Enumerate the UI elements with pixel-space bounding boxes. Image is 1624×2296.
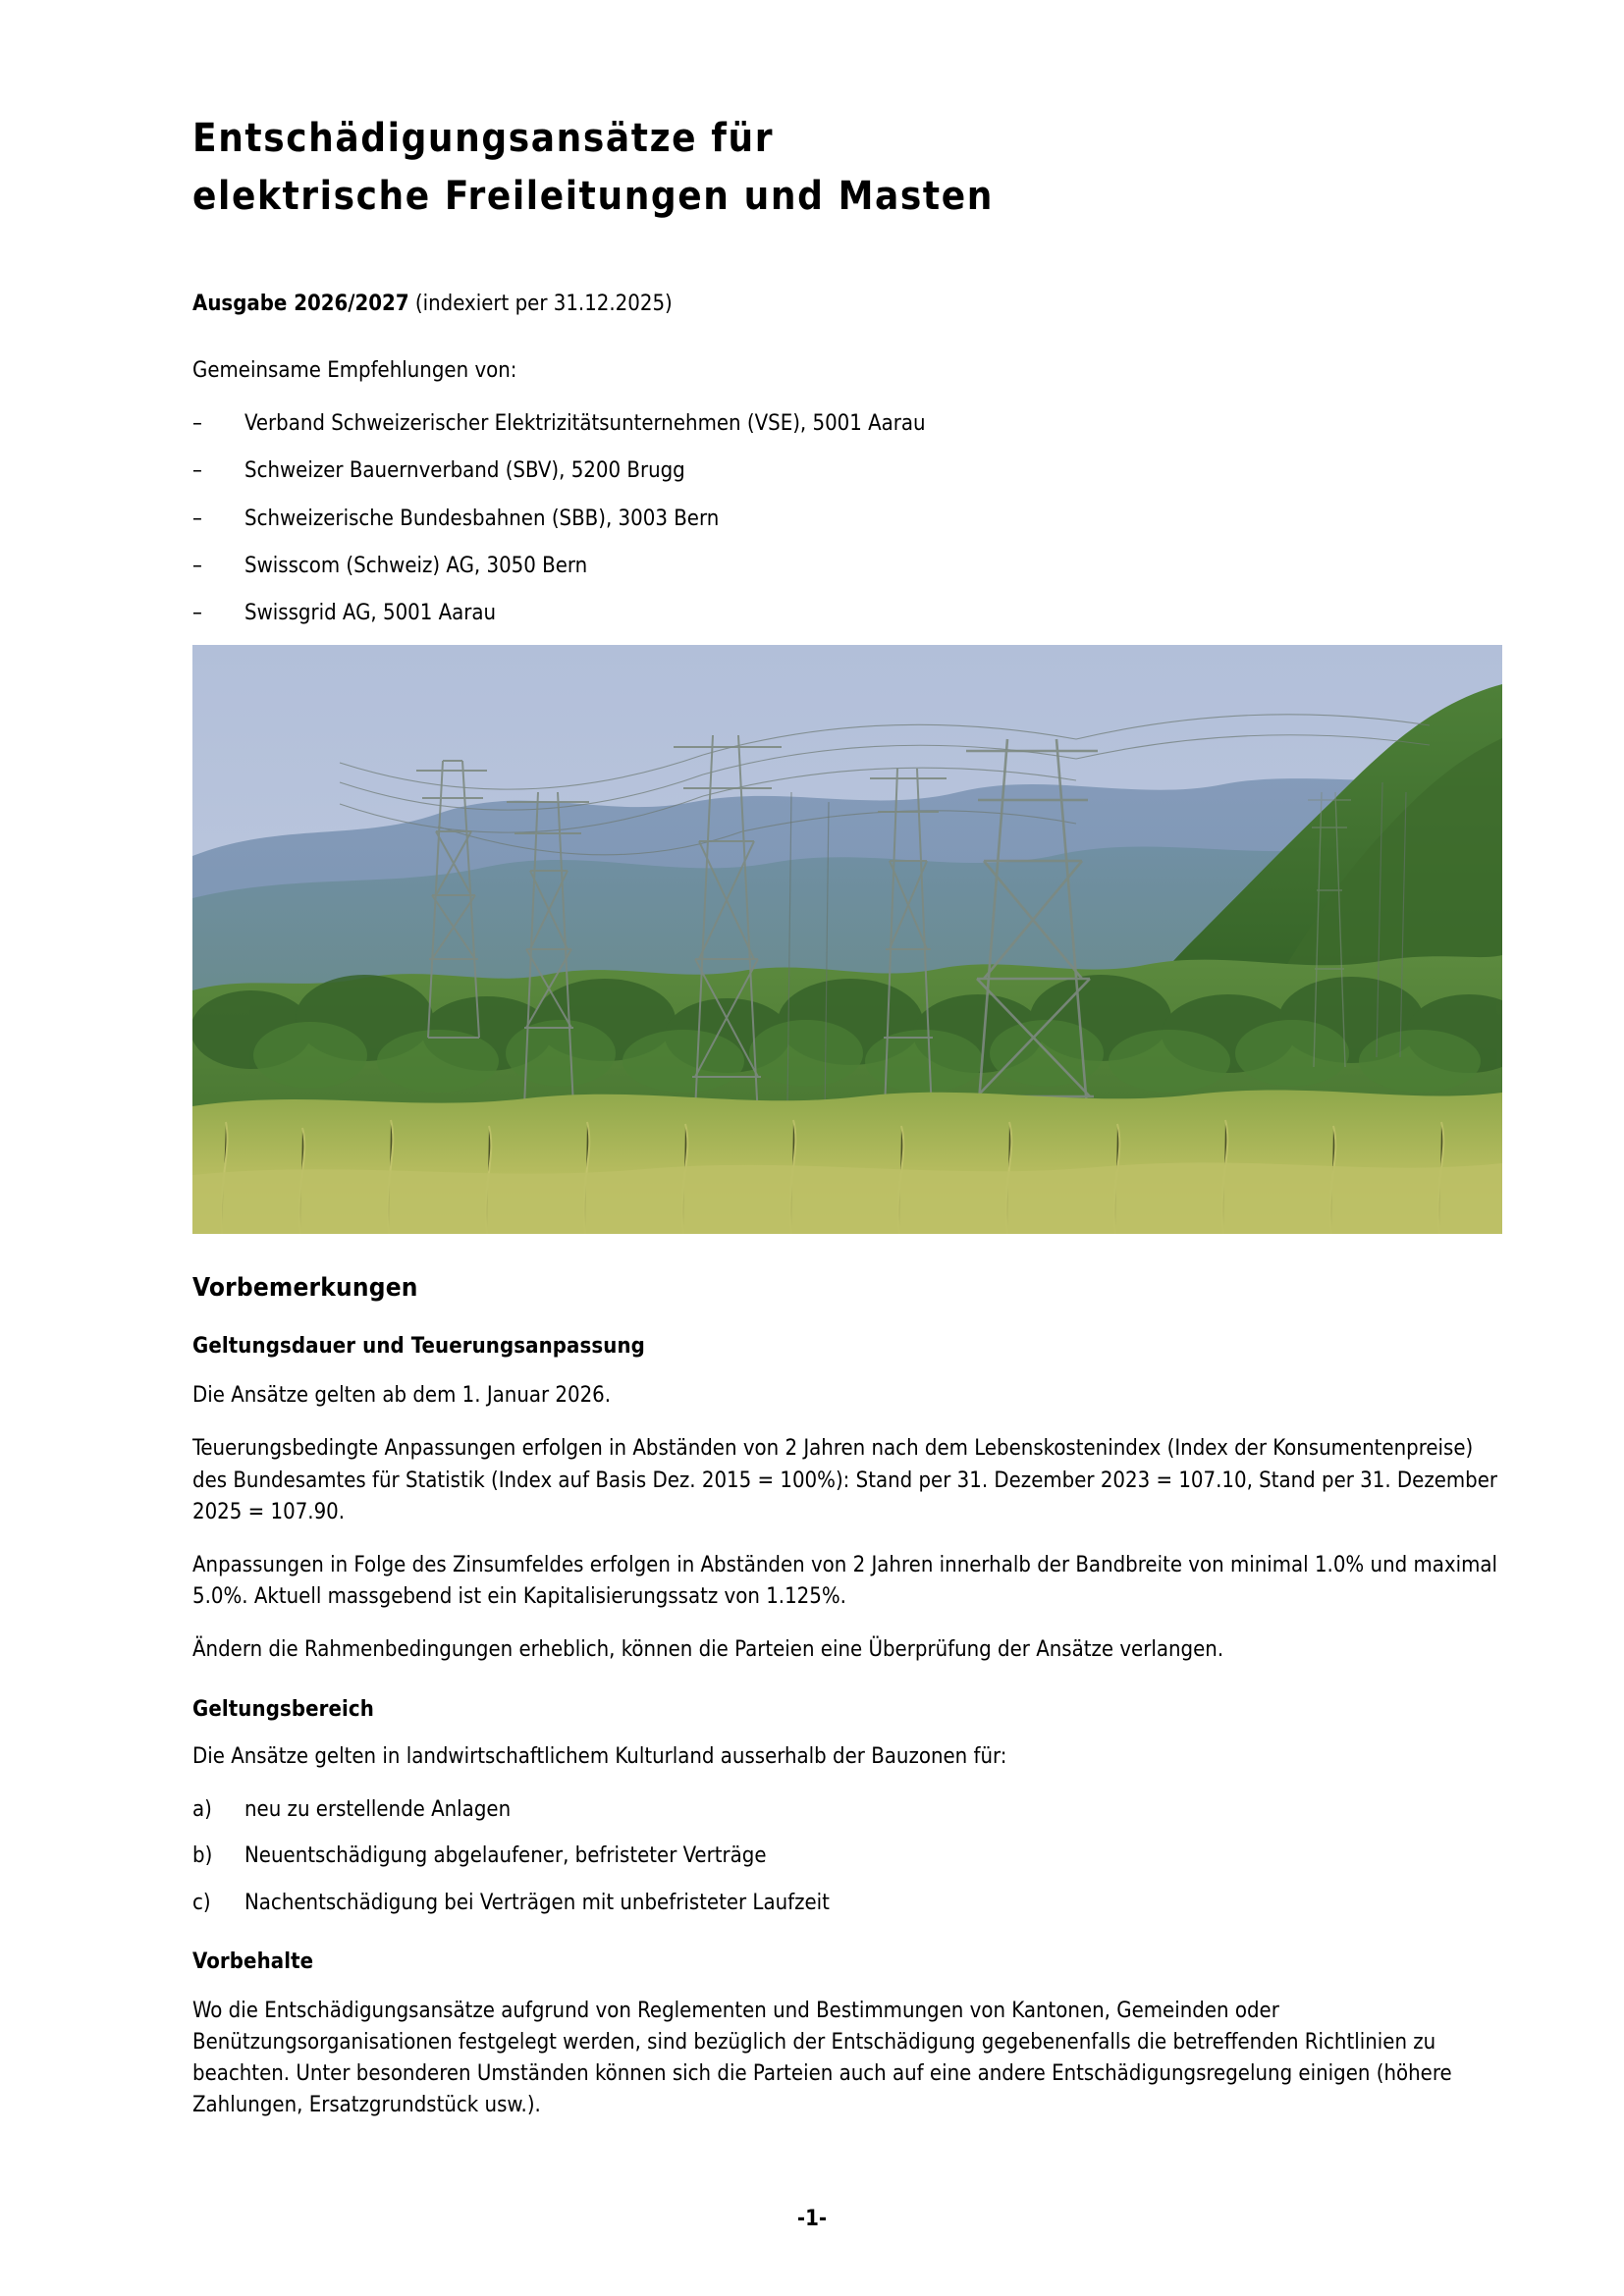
page-title-line-1: Entschädigungsansätze für	[192, 116, 775, 161]
list-item-text: Nachentschädigung bei Verträgen mit unbefristeter Laufzeit	[244, 1890, 830, 1915]
paragraph: Teuerungsbedingte Anpassungen erfolgen in Abständen von 2 Jahren nach dem Lebenskostenindex (Index der Konsumentenpreise) des Bundesamtes für Statistik (Index auf Basis Dez. 2015 = 100%): Stand per 31. Dezember 2023 = 107.10, Stand per 31. Dezember 2025 = 107.90.	[192, 1436, 1498, 1524]
list-marker: c)	[192, 1890, 211, 1915]
list-item	[192, 1841, 1502, 1871]
list-item	[192, 1794, 1502, 1825]
list-marker: a)	[192, 1797, 212, 1823]
organisation-list	[192, 408, 1502, 628]
scope-list	[192, 1794, 1502, 1918]
organisation-name: Verband Schweizerischer Elektrizitätsunternehmen (VSE), 5001 Aarau	[244, 411, 926, 437]
subsection-heading-vorbehalte: Vorbehalte	[192, 1949, 314, 1974]
edition-label: Ausgabe 2026/2027	[192, 292, 409, 317]
page-title	[192, 0, 1502, 226]
organisation-name: Swissgrid AG, 5001 Aarau	[244, 601, 497, 626]
organisation-name: Schweizer Bauernverband (SBV), 5200 Brugg	[244, 458, 685, 484]
list-item-text: neu zu erstellende Anlagen	[244, 1797, 512, 1823]
section-heading-vorbemerkungen: Vorbemerkungen	[192, 1273, 418, 1304]
powerline-photo	[192, 645, 1502, 1234]
subsection-heading-geltungsbereich: Geltungsbereich	[192, 1697, 374, 1723]
page-title-line-2: elektrische Freileitungen und Masten	[192, 174, 994, 220]
list-item	[192, 551, 1502, 581]
page-content	[192, 0, 1502, 2143]
dash-bullet-icon: –	[192, 411, 202, 437]
list-item	[192, 408, 1502, 439]
dash-bullet-icon: –	[192, 458, 202, 484]
paragraph: Die Ansätze gelten ab dem 1. Januar 2026.	[192, 1383, 612, 1409]
dash-bullet-icon: –	[192, 506, 202, 531]
paragraph: Wo die Entschädigungsansätze aufgrund von Reglementen und Bestimmungen von Kantonen, Gemeinden oder Benützungsorganisationen festgelegt werden, sind bezüglich der Entschädigung gegebenenfalls die betreffenden Richtlinien zu beachten. Unter besonderen Umständen können sich die Parteien auch auf eine andere Entschädigungsregelung einigen (höhere Zahlungen, Ersatzgrundstück usw.).	[192, 1998, 1452, 2118]
list-item	[192, 455, 1502, 486]
list-item	[192, 1888, 1502, 1918]
list-marker: b)	[192, 1843, 213, 1869]
dash-bullet-icon: –	[192, 553, 202, 578]
edition-index-note: (indexiert per 31.12.2025)	[408, 292, 673, 317]
organisation-name: Schweizerische Bundesbahnen (SBB), 3003 Bern	[244, 506, 720, 531]
list-item-text: Neuentschädigung abgelaufener, befristeter Verträge	[244, 1843, 767, 1869]
recommendation-intro: Gemeinsame Empfehlungen von:	[192, 358, 517, 384]
subsection-heading-geltungsdauer: Geltungsdauer und Teuerungsanpassung	[192, 1334, 645, 1360]
paragraph: Ändern die Rahmenbedingungen erheblich, können die Parteien eine Überprüfung der Ansätze verlangen.	[192, 1636, 1224, 1662]
edition-line	[192, 289, 1502, 320]
paragraph: Anpassungen in Folge des Zinsumfeldes erfolgen in Abständen von 2 Jahren innerhalb der Bandbreite von minimal 1.0% und maximal 5.0%. Aktuell massgebend ist ein Kapitalisierungssatz von 1.125%.	[192, 1552, 1498, 1609]
list-item	[192, 504, 1502, 534]
page-number: -1-	[796, 2207, 828, 2231]
paragraph: Die Ansätze gelten in landwirtschaftlichem Kulturland ausserhalb der Bauzonen für:	[192, 1744, 1007, 1770]
organisation-name: Swisscom (Schweiz) AG, 3050 Bern	[244, 553, 588, 578]
dash-bullet-icon: –	[192, 601, 202, 626]
list-item	[192, 598, 1502, 628]
powerline-photo-graphic	[192, 645, 1502, 1234]
